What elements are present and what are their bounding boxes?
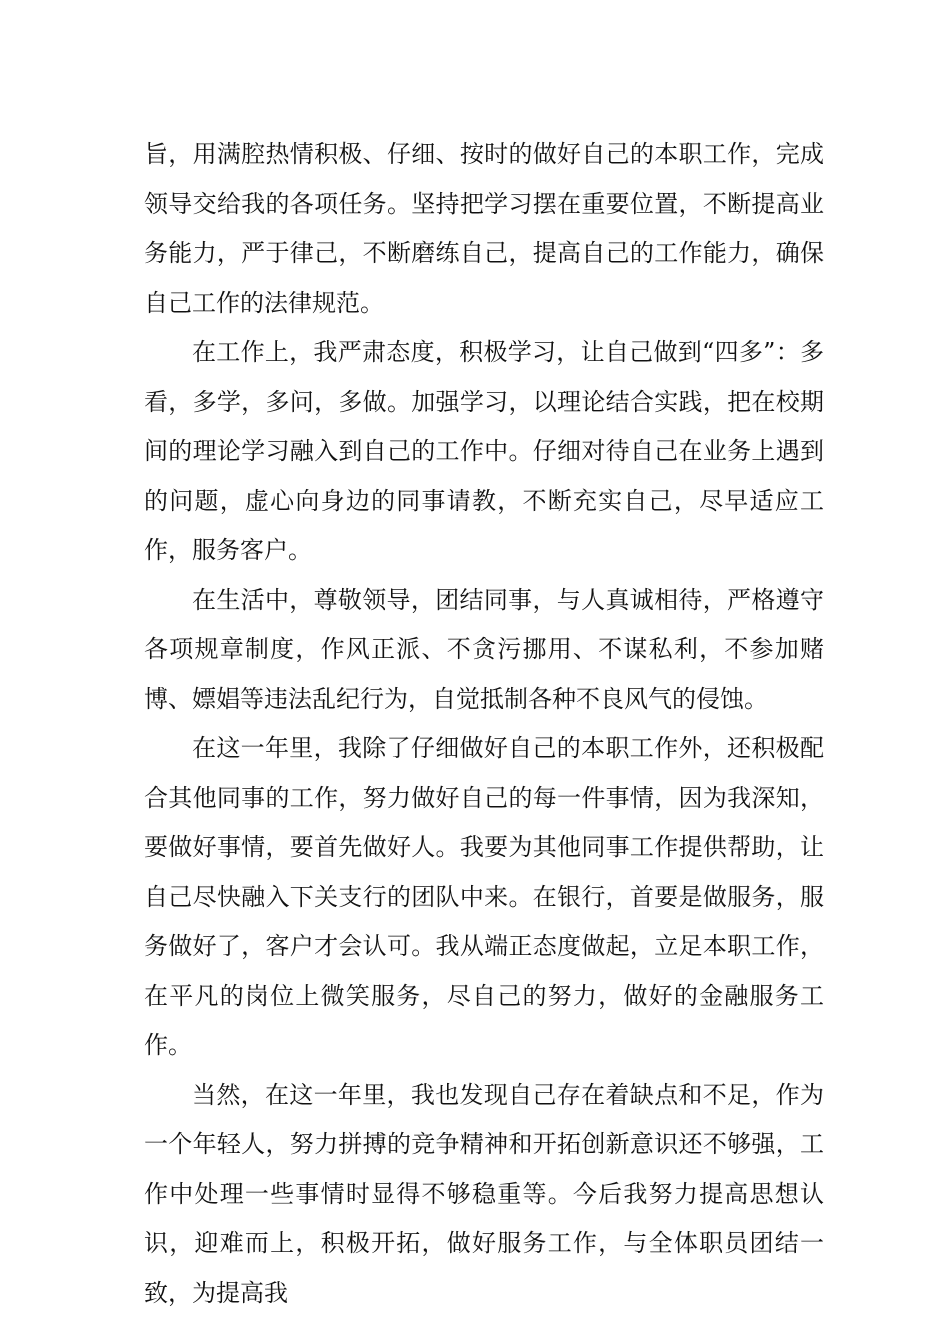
document-body — [144, 130, 824, 1318]
paragraph-work-attitude: 在工作上，我严肃态度，积极学习，让自己做到“四多”：多看，多学，多问，多做。加强学习，以理论结合实践，把在校期间的理论学习融入到自己的工作中。仔细对待自己在业务上遇到的问题，虚心向身边的同事请教，不断充实自己，尽早适应工作，服务客户。 — [144, 338, 824, 564]
paragraph-teamwork: 在这一年里，我除了仔细做好自己的本职工作外，还积极配合其他同事的工作，努力做好自己的每一件事情，因为我深知，要做好事情，要首先做好人。我要为其他同事工作提供帮助，让自己尽快融入下关支行的团队中来。在银行，首要是做服务，服务做好了，客户才会认可。我从端正态度做起，立足本职工作，在平凡的岗位上微笑服务，尽自己的努力，做好的金融服务工作。 — [144, 734, 824, 1059]
paragraph-life-conduct: 在生活中，尊敬领导，团结同事，与人真诚相待，严格遵守各项规章制度，作风正派、不贪污挪用、不谋私利，不参加赌博、嫖娼等违法乱纪行为，自觉抵制各种不良风气的侵蚀。 — [144, 585, 824, 713]
paragraph-continuation: 旨，用满腔热情积极、仔细、按时的做好自己的本职工作，完成领导交给我的各项任务。坚持把学习摆在重要位置，不断提高业务能力，严于律己，不断磨练自己，提高自己的工作能力，确保自己工作的法律规范。 — [144, 140, 824, 317]
paragraph-shortcomings: 当然，在这一年里，我也发现自己存在着缺点和不足，作为一个年轻人，努力拼搏的竞争精神和开拓创新意识还不够强，工作中处理一些事情时显得不够稳重等。今后我努力提高思想认识，迎难而上，积极开拓，做好服务工作，与全体职员团结一致，为提高我 — [144, 1080, 824, 1307]
